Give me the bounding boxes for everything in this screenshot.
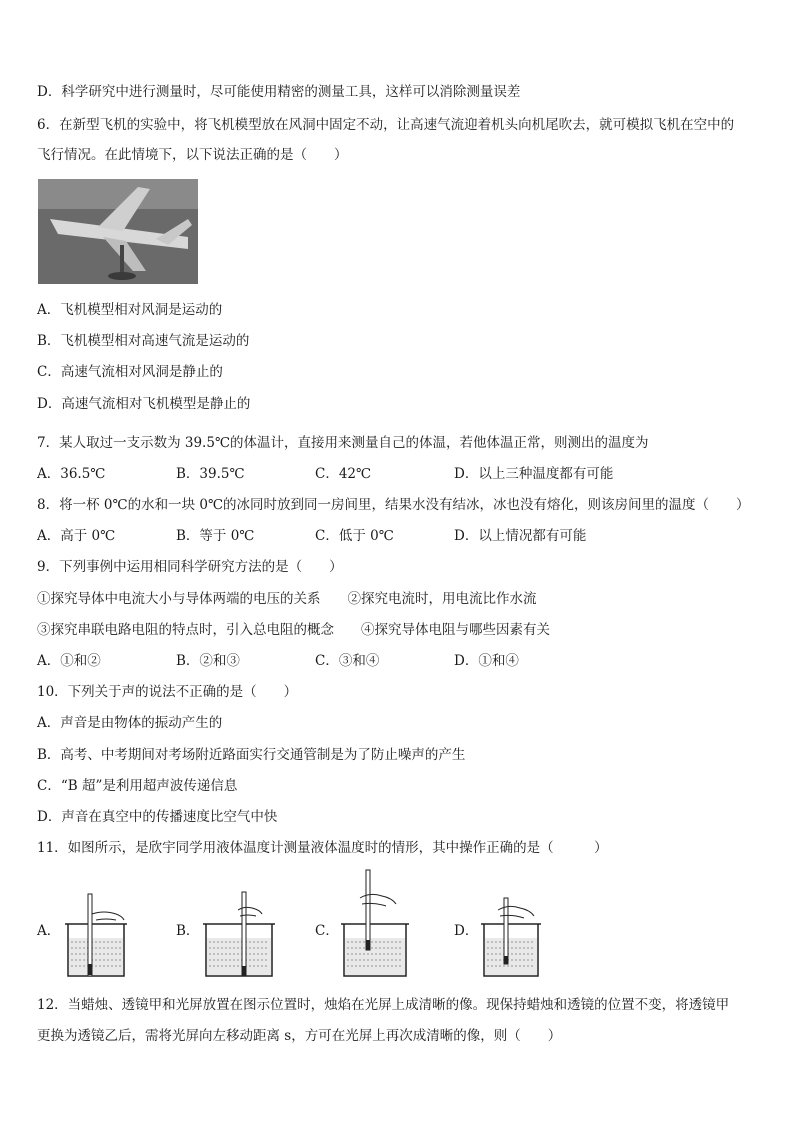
prev-option-d: D．科学研究中进行测量时，尽可能使用精密的测量工具，这样可以消除测量误差 (37, 84, 521, 100)
beaker-figure-c (340, 868, 420, 980)
question-8-option-d: D．以上情况都有可能 (454, 528, 587, 544)
question-6-option-a: A．飞机模型相对风洞是运动的 (37, 302, 223, 318)
question-11-label-d: D． (454, 923, 479, 939)
question-7-stem: 7．某人取过一支示数为 39.5℃的体温计，直接用来测量自己的体温，若他体温正常，则测出的温度为 (37, 435, 649, 451)
question-6-option-c: C．高速气流相对风洞是静止的 (37, 364, 223, 380)
question-9-option-a: A．①和② (37, 653, 101, 669)
question-11-label-b: B． (176, 923, 200, 939)
question-6-option-d: D．高速气流相对飞机模型是静止的 (37, 396, 251, 412)
beaker-figure-b (200, 880, 280, 980)
question-7-option-d: D．以上三种温度都有可能 (454, 466, 614, 482)
question-7-option-b: B．39.5℃ (176, 466, 245, 482)
question-11-stem: 11．如图所示，是欣宇同学用液体温度计测量液体温度时的情形，其中操作正确的是（ ） (37, 840, 608, 856)
question-10-option-c: C．“B 超”是利用超声波传递信息 (37, 778, 238, 794)
question-7-option-c: C．42℃ (315, 466, 372, 482)
question-9-items-2: ③探究串联电路电阻的特点时，引入总电阻的概念 ④探究导体电阻与哪些因素有关 (37, 622, 550, 638)
beaker-figure-a (62, 880, 142, 980)
question-9-items-1: ①探究导体中电流大小与导体两端的电压的关系 ②探究电流时，用电流比作水流 (37, 591, 537, 607)
question-8-option-c: C．低于 0℃ (315, 528, 394, 544)
question-10-option-d: D．声音在真空中的传播速度比空气中快 (37, 809, 278, 825)
question-12-stem-line2: 更换为透镜乙后，需将光屏向左移动距离 s，方可在光屏上再次成清晰的像，则（ ） (37, 1028, 562, 1044)
question-6-stem-line2: 飞行情况。在此情境下，以下说法正确的是（ ） (37, 147, 348, 163)
question-10-stem: 10．下列关于声的说法不正确的是（ ） (37, 684, 298, 700)
question-8-option-b: B．等于 0℃ (176, 528, 255, 544)
question-9-option-c: C．③和④ (315, 653, 380, 669)
question-8-option-a: A．高于 0℃ (37, 528, 116, 544)
question-7-option-a: A．36.5℃ (37, 466, 106, 482)
question-12-stem-line1: 12．当蜡烛、透镜甲和光屏放置在图示位置时，烛焰在光屏上成清晰的像。现保持蜡烛和透镜的位置不变，将透镜甲 (37, 997, 730, 1013)
question-9-option-b: B．②和③ (176, 653, 240, 669)
question-11-label-c: C． (315, 923, 339, 939)
question-6-stem-line1: 6．在新型飞机的实验中，将飞机模型放在风洞中固定不动，让高速气流迎着机头向机尾吹去，就可模拟飞机在空中的 (37, 117, 735, 133)
wind-tunnel-airplane-photo (38, 179, 198, 284)
question-9-option-d: D．①和④ (454, 653, 519, 669)
question-10-option-a: A．声音是由物体的振动产生的 (37, 715, 223, 731)
question-8-stem: 8．将一杯 0℃的水和一块 0℃的冰同时放到同一房间里，结果水没有结冰，冰也没有熔化，则该房间里的温度（ ） (37, 497, 750, 513)
question-11-label-a: A． (37, 923, 61, 939)
question-9-stem: 9．下列事例中运用相同科学研究方法的是（ ） (37, 559, 343, 575)
question-10-option-b: B．高考、中考期间对考场附近路面实行交通管制是为了防止噪声的产生 (37, 747, 466, 763)
airplane-model-illustration (38, 179, 198, 284)
question-6-option-b: B．飞机模型相对高速气流是运动的 (37, 333, 250, 349)
beaker-figure-d (478, 880, 558, 980)
